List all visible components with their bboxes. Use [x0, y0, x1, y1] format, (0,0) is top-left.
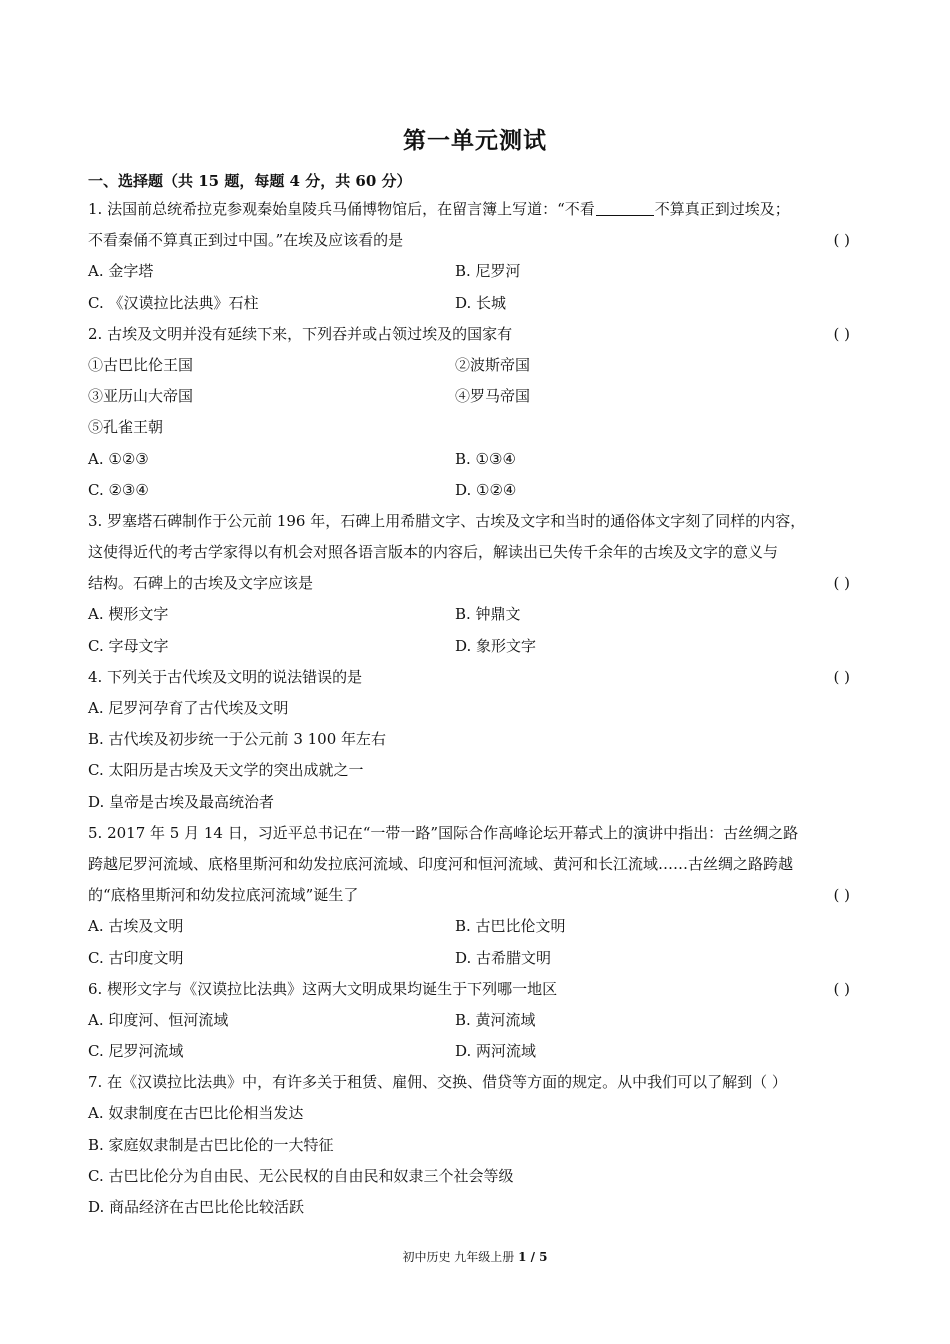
question-3-line-3: 结构。石碑上的古埃及文字应该是 ( ) — [88, 568, 864, 599]
answer-parentheses: ( ) — [833, 231, 850, 250]
question-7-line-1: 7. 在《汉谟拉比法典》中，有许多关于租赁、雇佣、交换、借贷等方面的规定。从中我们可以了解到（ ） — [88, 1073, 787, 1092]
option: B. ①③④ — [455, 449, 516, 468]
answer-blank — [596, 198, 654, 216]
option: B. 古代埃及初步统一于公元前 3 100 年左右 — [88, 730, 387, 749]
option: A. 金字塔 — [88, 262, 154, 281]
question-5-line-3: 的“底格里斯河和幼发拉底河流域”诞生了 ( ) — [88, 880, 864, 911]
question-1-options-row-2 — [88, 288, 864, 319]
answer-parentheses: ( ) — [833, 886, 850, 905]
option: B. 尼罗河 — [455, 262, 521, 281]
option: D. ①②④ — [455, 480, 517, 499]
question-2-items-row-2 — [88, 381, 864, 412]
list-item: ③亚历山大帝国 — [88, 387, 194, 406]
option: D. 商品经济在古巴比伦比较活跃 — [88, 1198, 305, 1216]
option: C. ②③④ — [88, 480, 149, 499]
question-3-options-row-1 — [88, 599, 864, 630]
list-item: ②波斯帝国 — [455, 355, 531, 374]
option: D. 皇帝是古埃及最高统治者 — [88, 792, 275, 811]
option: C. 古巴比伦分为自由民、无公民权的自由民和奴隶三个社会等级 — [88, 1166, 514, 1185]
page-number: 1 / 5 — [518, 1250, 548, 1264]
footer-text: 初中历史 九年级上册 — [402, 1250, 519, 1264]
option: B. 古巴比伦文明 — [455, 917, 566, 936]
question-6-options-row-1 — [88, 1005, 864, 1036]
question-list — [88, 194, 864, 1223]
option: C. 太阳历是古埃及天文学的突出成就之一 — [88, 761, 364, 780]
question-5-line-2: 跨越尼罗河流域、底格里斯河和幼发拉底河流域、印度河和恒河流域、黄河和长江流域……古丝绸之路跨越 — [88, 854, 794, 873]
option: B. 家庭奴隶制是古巴比伦的一大特征 — [88, 1135, 334, 1154]
option: A. 楔形文字 — [88, 605, 169, 624]
section-heading: 一、选择题（共 15 题，每题 4 分，共 60 分） — [88, 172, 412, 190]
answer-parentheses: ( ) — [833, 667, 850, 686]
question-3-options-row-2 — [88, 631, 864, 662]
answer-parentheses: ( ) — [833, 324, 850, 343]
option: D. 古希腊文明 — [455, 948, 552, 967]
question-3-line-2: 这使得近代的考古学家得以有机会对照各语言版本的内容后，解读出已失传千余年的古埃及文字的意义与 — [88, 543, 779, 562]
question-2-options-row-2 — [88, 475, 864, 506]
option: D. 长城 — [455, 293, 507, 312]
option: A. ①②③ — [88, 449, 149, 468]
option: D. 象形文字 — [455, 636, 537, 655]
question-2-line-1: 2. 古埃及文明并没有延续下来，下列吞并或占领过埃及的国家有 ( ) — [88, 319, 864, 350]
option: C. 尼罗河流域 — [88, 1042, 184, 1061]
question-1-line-2: 不看秦俑不算真正到过中国。”在埃及应该看的是 ( ) — [88, 225, 864, 256]
option: A. 印度河、恒河流域 — [88, 1010, 229, 1029]
question-5-options-row-1 — [88, 911, 864, 942]
question-1-line-1: 1. 法国前总统希拉克参观秦始皇陵兵马俑博物馆后，在留言簿上写道：“不看 不算真正到过埃及； — [88, 200, 790, 218]
question-4-line-1: 4. 下列关于古代埃及文明的说法错误的是 ( ) — [88, 662, 864, 693]
option: C. 字母文字 — [88, 636, 169, 655]
question-6-line-1: 6. 楔形文字与《汉谟拉比法典》这两大文明成果均诞生于下列哪一地区 ( ) — [88, 974, 864, 1005]
question-5-line-1: 5. 2017 年 5 月 14 日，习近平总书记在“一带一路”国际合作高峰论坛开幕式上的演讲中指出：古丝绸之路 — [88, 823, 799, 842]
page-footer — [0, 1248, 950, 1265]
option: A. 尼罗河孕育了古代埃及文明 — [88, 699, 289, 717]
question-3-line-1: 3. 罗塞塔石碑制作于公元前 196 年，石碑上用希腊文字、古埃及文字和当时的通俗体文字刻了同样的内容， — [88, 511, 806, 530]
option: B. 黄河流域 — [455, 1010, 536, 1029]
option: D. 两河流域 — [455, 1042, 537, 1061]
option: A. 奴隶制度在古巴比伦相当发达 — [88, 1104, 304, 1123]
question-2-options-row-1 — [88, 444, 864, 475]
question-2-items-row-3 — [88, 412, 864, 443]
option: A. 古埃及文明 — [88, 917, 184, 936]
option: B. 钟鼎文 — [455, 605, 521, 624]
question-6-options-row-2 — [88, 1036, 864, 1067]
list-item: ①古巴比伦王国 — [88, 355, 194, 374]
question-2-items-row-1 — [88, 350, 864, 381]
list-item: ⑤孔雀王朝 — [88, 418, 164, 437]
question-1-options-row-1 — [88, 256, 864, 287]
answer-parentheses: ( ) — [833, 574, 850, 593]
question-5-options-row-2 — [88, 943, 864, 974]
answer-parentheses: ( ) — [833, 979, 850, 998]
page-title: 第一单元测试 — [403, 127, 547, 154]
list-item: ④罗马帝国 — [455, 387, 531, 406]
option: C. 古印度文明 — [88, 948, 184, 967]
option: C. 《汉谟拉比法典》石柱 — [88, 293, 259, 312]
